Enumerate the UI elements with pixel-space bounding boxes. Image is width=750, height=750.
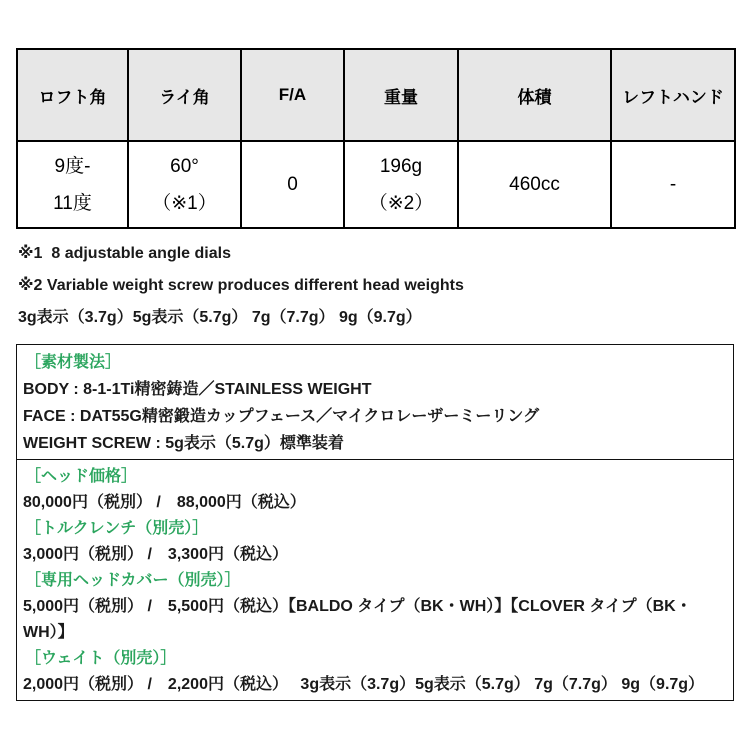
volume-line1: 460cc [509, 174, 560, 195]
value-lie-angle [128, 141, 241, 228]
header-lie-angle: ライ角 [128, 49, 241, 141]
loft-angle-line2: 11度 [53, 192, 92, 214]
lie-angle-line2: （※1） [152, 192, 217, 214]
value-volume [458, 141, 611, 228]
lie-angle-line1: 60° [170, 155, 199, 177]
left-hand-line1: - [669, 174, 677, 195]
torque-wrench-value: 3,000円（税別） / 3,300円（税込） [23, 546, 288, 563]
weight-option-label: ［ウェイト（別売）］ [25, 650, 177, 667]
material-section-label: ［素材製法］ [25, 354, 122, 371]
footnote-weights: 3g表示（3.7g）5g表示（5.7g） 7g（7.7g） 9g（9.7g） [18, 309, 422, 326]
header-left-hand: レフトハンド [611, 49, 735, 141]
header-volume: 体積 [458, 49, 611, 141]
head-price-label: ［ヘッド価格］ [25, 468, 138, 485]
fa-line1: 0 [287, 174, 298, 195]
value-weight [344, 141, 458, 228]
weight-line1: 196g [379, 155, 423, 177]
material-face-line: FACE : DAT55G精密鍛造カップフェース／マイクロレーザーミーリング [23, 408, 540, 425]
spec-table [16, 48, 736, 229]
footnote-2: ※2 Variable weight screw produces different head weights [18, 277, 464, 294]
footnote-1: ※1 8 adjustable angle dials [18, 245, 231, 262]
footnotes [18, 238, 732, 334]
value-fa [241, 141, 344, 228]
header-fa: F/A [241, 49, 344, 141]
head-cover-value: 5,000円（税別） / 5,500円（税込）【BALDO タイプ（BK・WH）】【CLOVER タイプ（BK・WH）】 [23, 598, 692, 641]
spec-table-header-row [17, 49, 735, 141]
head-cover-label: ［専用ヘッドカバー（別売）］ [25, 572, 241, 589]
torque-wrench-label: ［トルクレンチ（別売）］ [25, 520, 209, 537]
value-left-hand [611, 141, 735, 228]
header-weight: 重量 [344, 49, 458, 141]
pricing-section [17, 460, 733, 700]
detail-box [16, 344, 734, 701]
material-section [17, 345, 733, 459]
head-price-value: 80,000円（税別） / 88,000円（税込） [23, 494, 306, 511]
spec-table-value-row [17, 141, 735, 228]
header-loft-angle: ロフト角 [17, 49, 128, 141]
value-loft-angle [17, 141, 128, 228]
weight-option-value: 2,000円（税別） / 2,200円（税込） 3g表示（3.7g）5g表示（5.7g） 7g（7.7g） 9g（9.7g） [23, 676, 705, 693]
weight-line2: （※2） [368, 192, 434, 214]
material-weight-screw-line: WEIGHT SCREW : 5g表示（5.7g）標準装着 [23, 435, 344, 452]
material-body-line: BODY : 8-1-1Ti精密鋳造／STAINLESS WEIGHT [23, 381, 372, 398]
loft-angle-line1: 9度- [54, 155, 91, 177]
